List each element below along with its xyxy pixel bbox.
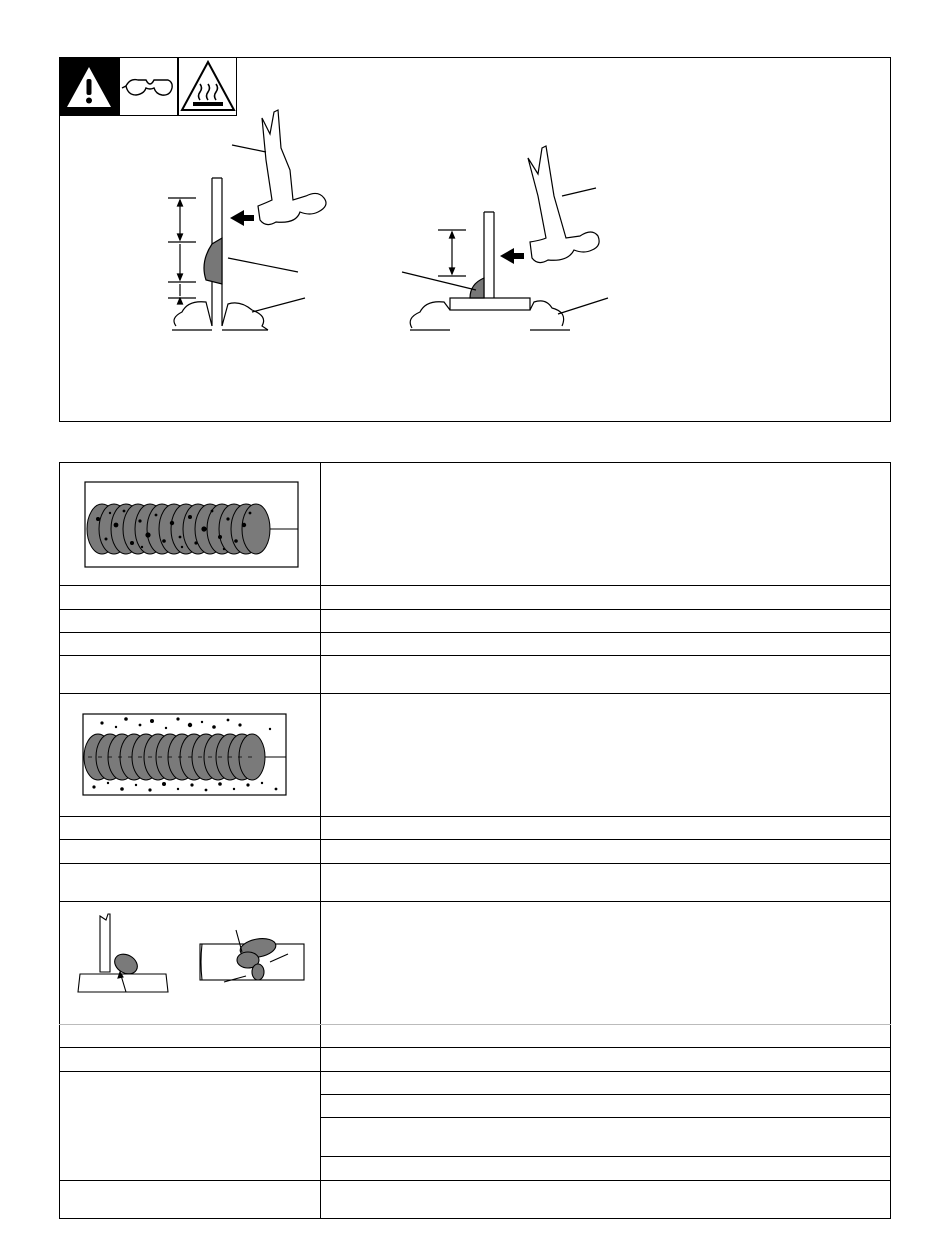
groove-weld-break-test-illustration: [168, 110, 326, 330]
weld-test-figures: [0, 0, 950, 440]
table-row-divider: [59, 1047, 891, 1048]
table-row-divider: [59, 1071, 891, 1072]
table-row-divider: [59, 863, 891, 864]
table-row-divider: [59, 609, 891, 610]
table-row-divider: [59, 632, 891, 633]
incomplete-fusion-weld-illustration: [76, 912, 312, 996]
fillet-weld-break-test-illustration: [402, 146, 608, 330]
table-row-divider: [59, 585, 891, 586]
table-row-divider: [320, 1094, 891, 1095]
table-row-divider: [59, 839, 891, 840]
table-row-divider: [59, 693, 891, 694]
table-row-divider: [59, 901, 891, 902]
table-row-divider: [59, 1024, 891, 1025]
table-row-divider: [59, 655, 891, 656]
table-row-divider: [320, 1117, 891, 1118]
table-row-divider: [59, 816, 891, 817]
troubleshooting-table: [59, 462, 891, 1219]
table-row-divider: [59, 1180, 891, 1181]
excessive-spatter-weld-bead-illustration: [82, 713, 288, 797]
porosity-weld-bead-illustration: [84, 481, 300, 569]
table-column-divider: [320, 462, 321, 1219]
table-row-divider: [320, 1156, 891, 1157]
